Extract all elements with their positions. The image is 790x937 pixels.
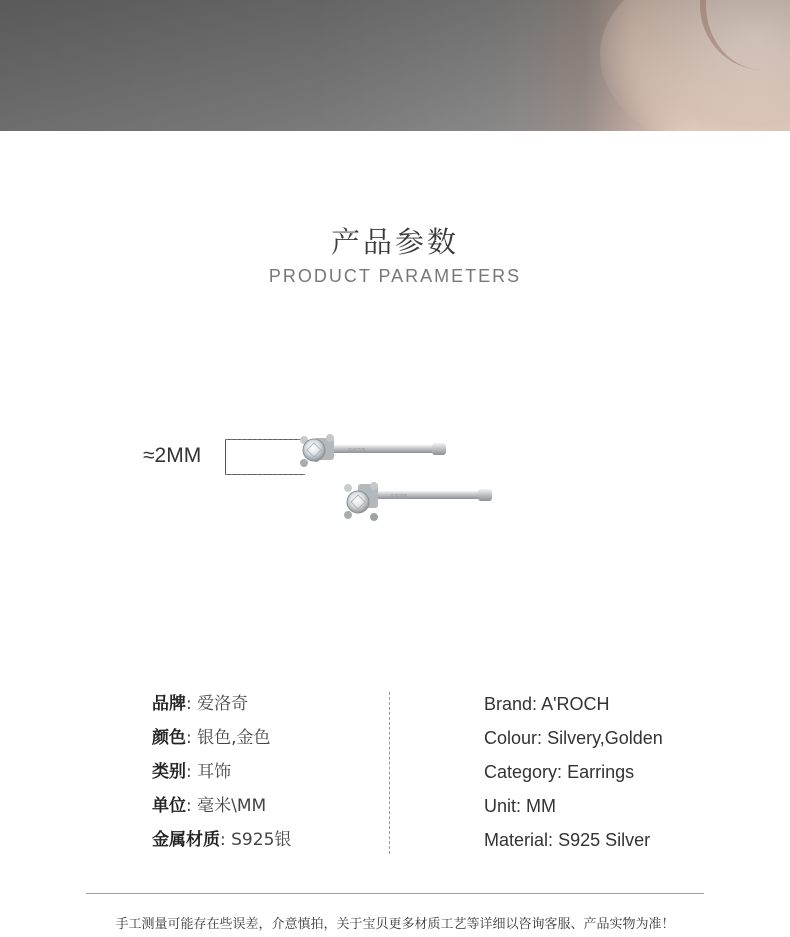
size-label: ≈2MM — [143, 444, 202, 467]
param-row-material-en: Material: S925 Silver — [484, 830, 651, 850]
measurement-disclaimer: 手工测量可能存在些误差，介意慎拍，关于宝贝更多材质工艺等详细以咨询客服、产品实物为准！ — [115, 917, 675, 932]
param-row-brand-cn: 品牌: 爱洛奇 — [152, 694, 249, 714]
footer-divider — [86, 893, 704, 894]
param-row-brand-en: Brand: A'ROCH — [484, 694, 610, 714]
params-list-cn — [152, 692, 291, 862]
params-divider — [389, 692, 390, 854]
param-row-colour-cn: 颜色: 银色,金色 — [152, 728, 271, 748]
params-list-en — [484, 692, 663, 862]
param-row-category-en: Category: Earrings — [484, 762, 635, 782]
stamp-mark-2: S925 — [390, 493, 408, 501]
stud-earrings-image — [290, 425, 500, 530]
stamp-mark: S925 — [348, 447, 366, 455]
param-row-unit-en: Unit: MM — [484, 796, 557, 816]
param-row-material-cn: 金属材质: S925银 — [152, 830, 292, 850]
hero-photo — [0, 0, 790, 131]
param-row-colour-en: Colour: Silvery,Golden — [484, 728, 663, 748]
earring-2 — [344, 482, 492, 521]
hero-shade — [0, 0, 790, 131]
param-row-unit-cn: 单位: 毫米\MM — [152, 796, 267, 816]
section-title-en: PRODUCT PARAMETERS — [268, 266, 522, 286]
earring-1 — [300, 434, 446, 467]
param-row-category-cn: 类别: 耳饰 — [152, 762, 232, 782]
section-title-cn: 产品参数 — [330, 225, 459, 259]
